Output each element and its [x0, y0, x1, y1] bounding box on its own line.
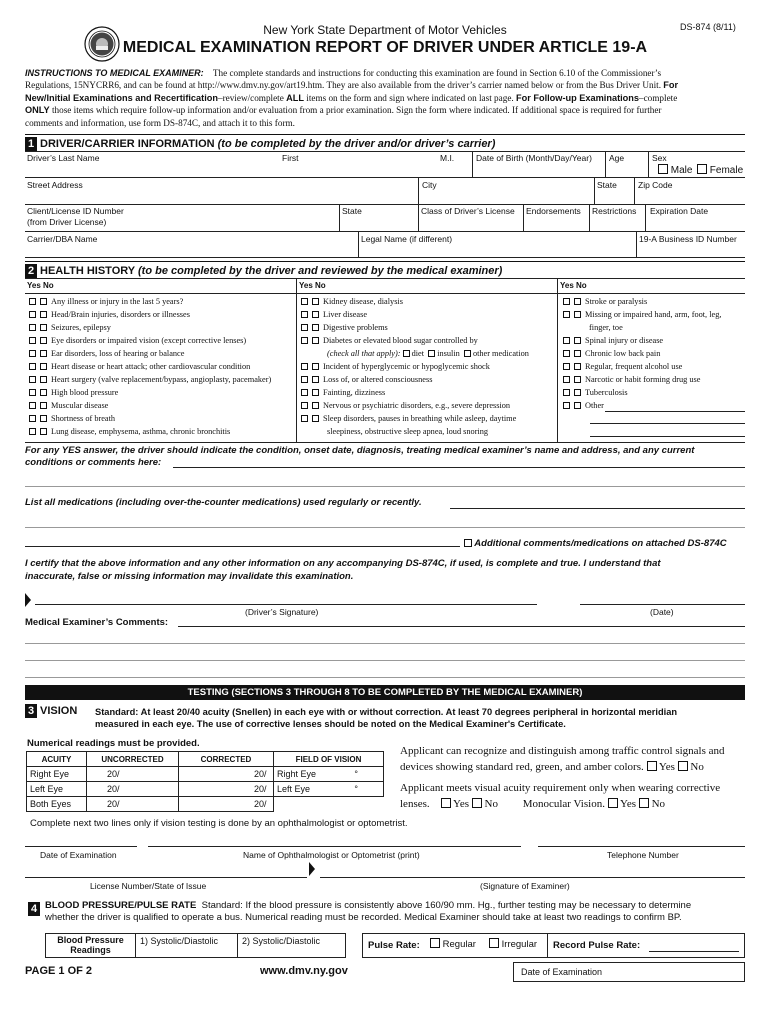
driver-date-label: (Date) — [650, 607, 674, 617]
acuity-header: ACUITY — [27, 752, 87, 767]
driver-signature-line[interactable] — [35, 604, 537, 605]
health-item[interactable]: Ear disorders, loss of hearing or balance — [29, 349, 184, 358]
ophthalmologist-line[interactable] — [148, 846, 521, 847]
health-item[interactable]: Chronic low back pain — [563, 349, 660, 358]
telephone-label: Telephone Number — [607, 850, 679, 860]
health-item[interactable]: Lung disease, emphysema, asthma, chronic bronchitis — [29, 427, 230, 436]
conditions-line-2[interactable] — [25, 486, 745, 487]
health-item[interactable]: Missing or impaired hand, arm, foot, leg, — [563, 310, 721, 319]
driver-signature-label: (Driver’s Signature) — [245, 607, 319, 617]
record-pulse-label: Record Pulse Rate: — [553, 940, 641, 951]
vision-table — [26, 751, 384, 812]
medications-line-2[interactable] — [25, 527, 745, 528]
page-number: PAGE 1 OF 2 — [25, 965, 93, 977]
complete-next-note: Complete next two lines only if vision testing is done by an ophthalmologist or optometrist. — [30, 818, 408, 829]
fov-input[interactable]: Right Eye ° — [274, 767, 384, 782]
middle-initial-field[interactable]: M.I. — [440, 153, 455, 163]
medications-line-3[interactable] — [25, 546, 460, 547]
zip-field[interactable]: Zip Code — [638, 180, 673, 190]
ophthalmologist-label: Name of Ophthalmologist or Optometrist (print) — [243, 850, 420, 860]
health-item[interactable]: Incident of hyperglycemic or hypoglycemic shock — [301, 362, 490, 371]
first-name-field[interactable]: First — [282, 153, 299, 163]
me-comments-label: Medical Examiner’s Comments: — [25, 617, 169, 628]
examiner-signature-line[interactable] — [320, 877, 745, 878]
medications-label: List all medications (including over-the-counter medications) used regularly or recently. — [25, 497, 422, 508]
signature-arrow-icon — [24, 593, 32, 609]
numerical-note: Numerical readings must be provided. — [27, 738, 200, 749]
health-item-cont: finger, toe — [589, 323, 623, 332]
health-item[interactable]: Regular, frequent alcohol use — [563, 362, 682, 371]
page-title: MEDICAL EXAMINATION REPORT OF DRIVER UNDER ARTICLE 19-A — [122, 39, 648, 56]
license-line[interactable] — [25, 877, 307, 878]
health-item[interactable]: Fainting, dizziness — [301, 388, 385, 397]
pulse-rate-label: Pulse Rate: — [368, 940, 420, 951]
health-item[interactable]: Sleep disorders, pauses in breathing while asleep, daytime — [301, 414, 516, 423]
uncorrected-header: UNCORRECTED — [87, 752, 179, 767]
footer-date-label: Date of Examination — [521, 967, 603, 977]
health-item[interactable]: Liver disease — [301, 310, 367, 319]
health-item[interactable]: Eye disorders or impaired vision (except corrective lenses) — [29, 336, 246, 345]
other-line-3[interactable] — [590, 436, 745, 437]
other-line-2[interactable] — [590, 423, 745, 424]
dob-field[interactable]: Date of Birth (Month/Day/Year) — [476, 153, 592, 163]
health-item[interactable]: Shortness of breath — [29, 414, 115, 423]
sex-female-checkbox[interactable]: Female — [697, 164, 743, 176]
client-id-field[interactable]: Client/License ID Number (from Driver License) — [27, 206, 124, 227]
additional-comments-checkbox[interactable]: Additional comments/medications on attached DS-874C — [464, 538, 727, 549]
health-item-cont: sleepiness, obstructive sleep apnea, loud snoring — [327, 427, 489, 436]
me-comments-line-2[interactable] — [25, 643, 745, 644]
health-item[interactable]: Digestive problems — [301, 323, 388, 332]
color-yes-checkbox[interactable]: Yes — [647, 761, 675, 773]
certification-text: I certify that the above information and any other information on any accompanying DS-874C, if used, is complete and true. I understand that inaccurate, false or missing information may invalidate this examination. — [25, 558, 661, 582]
section1-header: 1 DRIVER/CARRIER INFORMATION (to be completed by the driver and/or driver’s carrier) — [25, 134, 745, 151]
carrier-field[interactable]: Carrier/DBA Name — [27, 234, 98, 244]
bp-readings-label: Blood Pressure Readings — [57, 935, 124, 955]
yes-answer-instructions: For any YES answer, the driver should indicate the condition, onset date, diagnosis, treating medical examiner’s name and address, and any current conditions or comments here: — [25, 445, 695, 468]
health-item[interactable]: Kidney disease, dialysis — [301, 297, 403, 306]
last-name-field[interactable]: Driver’s Last Name — [27, 153, 100, 163]
uncorrected-input[interactable]: 20/ — [87, 797, 179, 812]
monocular-no-checkbox[interactable]: No — [639, 798, 665, 810]
health-item[interactable]: Narcotic or habit forming drug use — [563, 375, 700, 384]
health-item[interactable]: Head/Brain injuries, disorders or illnesses — [29, 310, 190, 319]
health-item[interactable]: Heart disease or heart attack; other cardiovascular condition — [29, 362, 250, 371]
health-item[interactable]: Muscular disease — [29, 401, 108, 410]
corrected-input[interactable]: 20/ — [179, 782, 274, 797]
corrected-input[interactable]: 20/ — [179, 767, 274, 782]
signature-arrow-icon — [308, 862, 316, 878]
restrictions-field[interactable]: Restrictions — [592, 206, 637, 216]
corrected-input[interactable]: 20/ — [179, 797, 274, 812]
form-number: DS-874 (8/11) — [680, 22, 736, 32]
health-item[interactable]: Loss of, or altered consciousness — [301, 375, 432, 384]
me-comments-line-1[interactable] — [178, 626, 745, 627]
health-item-other[interactable]: Other — [563, 401, 604, 410]
exam-date-line[interactable] — [25, 846, 137, 847]
lenses-yes-checkbox[interactable]: Yes — [441, 798, 469, 810]
eye-label: Left Eye — [27, 782, 87, 797]
health-item[interactable]: Nervous or psychiatric disorders, e.g., severe depression — [301, 401, 510, 410]
monocular-yes-checkbox[interactable]: Yes — [608, 798, 636, 810]
section2-header: 2 HEALTH HISTORY (to be completed by the driver and reviewed by the medical examiner) — [25, 261, 745, 278]
medications-line[interactable] — [450, 508, 745, 509]
yes-no-header-3: Yes No — [560, 281, 587, 290]
age-field[interactable]: Age — [609, 153, 625, 163]
sex-male-checkbox[interactable]: Male — [658, 164, 692, 176]
section3-header: 3 VISION — [25, 704, 77, 718]
record-pulse-line[interactable] — [649, 951, 739, 952]
examiner-signature-label: (Signature of Examiner) — [480, 881, 570, 891]
health-item[interactable]: Any illness or injury in the last 5 years? — [29, 297, 183, 306]
license-class-field[interactable]: Class of Driver’s License — [421, 206, 515, 216]
diabetes-options[interactable]: (check all that apply): diet insulin other medication — [327, 349, 529, 358]
table-row — [27, 797, 384, 812]
eye-label: Both Eyes — [27, 797, 87, 812]
color-no-checkbox[interactable]: No — [678, 761, 704, 773]
website: www.dmv.ny.gov — [260, 965, 348, 977]
license-label: License Number/State of Issue — [90, 881, 207, 891]
yes-no-header-2: Yes No — [299, 281, 326, 290]
legal-name-field[interactable]: Legal Name (if different) — [361, 234, 453, 244]
bp-standard: BLOOD PRESSURE/PULSE RATE Standard: If the blood pressure is consistently above 160/90 mm. Hg., further testing may be necessary to determine whether the driver is qualified to operate a bus. Numerical reading must be recorded. Medical Examiner should take at least two readings to confirm BP. — [45, 900, 692, 923]
yes-no-header-1: Yes No — [27, 281, 54, 290]
health-item[interactable]: Stroke or paralysis — [563, 297, 647, 306]
driver-date-line[interactable] — [580, 604, 745, 605]
telephone-line[interactable] — [538, 846, 745, 847]
health-item[interactable]: Diabetes or elevated blood sugar controlled by — [301, 336, 478, 345]
health-item[interactable]: Seizures, epilepsy — [29, 323, 111, 332]
health-item[interactable]: Heart surgery (valve replacement/bypass, angioplasty, pacemaker) — [29, 375, 271, 384]
health-item[interactable]: Tuberculosis — [563, 388, 628, 397]
table-row — [27, 782, 384, 797]
fov-header: FIELD OF VISION — [274, 752, 384, 767]
state-field[interactable]: State — [597, 180, 617, 190]
street-field[interactable]: Street Address — [27, 180, 83, 190]
eye-label: Right Eye — [27, 767, 87, 782]
other-line-1[interactable] — [605, 411, 745, 412]
health-item[interactable]: High blood pressure — [29, 388, 118, 397]
corrected-header: CORRECTED — [179, 752, 274, 767]
lenses-no-checkbox[interactable]: No — [472, 798, 498, 810]
business-id-field[interactable]: 19-A Business ID Number — [639, 234, 737, 244]
testing-bar: TESTING (SECTIONS 3 THROUGH 8 TO BE COMPLETED BY THE MEDICAL EXAMINER) — [25, 685, 745, 700]
bp-reading-1[interactable]: 1) Systolic/Diastolic — [140, 936, 219, 946]
health-item[interactable]: Spinal injury or disease — [563, 336, 663, 345]
uncorrected-input[interactable]: 20/ — [87, 782, 179, 797]
me-comments-line-3[interactable] — [25, 660, 745, 661]
vision-standard: Standard: At least 20/40 acuity (Snellen) in each eye with or without correction. At least 70 degrees peripheral in horizontal meridian measured in each eye. The use of corrective lenses should be noted on the Medical Examiner's Certificate. — [95, 707, 678, 729]
bp-reading-2[interactable]: 2) Systolic/Diastolic — [242, 936, 321, 946]
exam-date-label: Date of Examination — [40, 850, 117, 860]
color-recognition: Applicant can recognize and distinguish among traffic control signals and devices showing standard red, green, and amber colors. Yes No — [400, 745, 725, 773]
expiration-field[interactable]: Expiration Date — [650, 206, 709, 216]
fov-input[interactable]: Left Eye ° — [274, 782, 384, 797]
license-state-field[interactable]: State — [342, 206, 362, 216]
pulse-irregular-checkbox[interactable]: Irregular — [489, 938, 537, 950]
conditions-line[interactable] — [173, 467, 745, 468]
me-comments-line-4[interactable] — [25, 677, 745, 678]
corrective-lenses: Applicant meets visual acuity requirement only when wearing corrective lenses. Yes No Monocular Vision. Yes No — [400, 782, 721, 810]
uncorrected-input[interactable]: 20/ — [87, 767, 179, 782]
agency-name: New York State Department of Motor Vehicles — [263, 23, 507, 37]
section4-number: 4 — [28, 902, 43, 916]
table-row — [27, 767, 384, 782]
endorsements-field[interactable]: Endorsements — [526, 206, 581, 216]
pulse-regular-checkbox[interactable]: Regular — [430, 938, 476, 950]
sex-label: Sex — [652, 153, 667, 163]
city-field[interactable]: City — [422, 180, 437, 190]
instructions: INSTRUCTIONS TO MEDICAL EXAMINER: The complete standards and instructions for conducting this examination are found in Section 6.10 of the Commissioner’s Regulations, 15NYCRR6, and can be found at http://www.dmv.ny.gov/art19.htm. They are also available from the driver’s carrier named below or from the Bus Driver Unit. For New/Initial Examinations and Recertification–review/complete ALL items on the form and sign where indicated on last page. For Follow-up Examinations–complete ONLY those items which require follow-up information and/or evaluation from a prior examination. Sign the form where indicated. If additional space is required for further comments and information, use form DS-874C, and attach it to this form. — [25, 68, 679, 128]
